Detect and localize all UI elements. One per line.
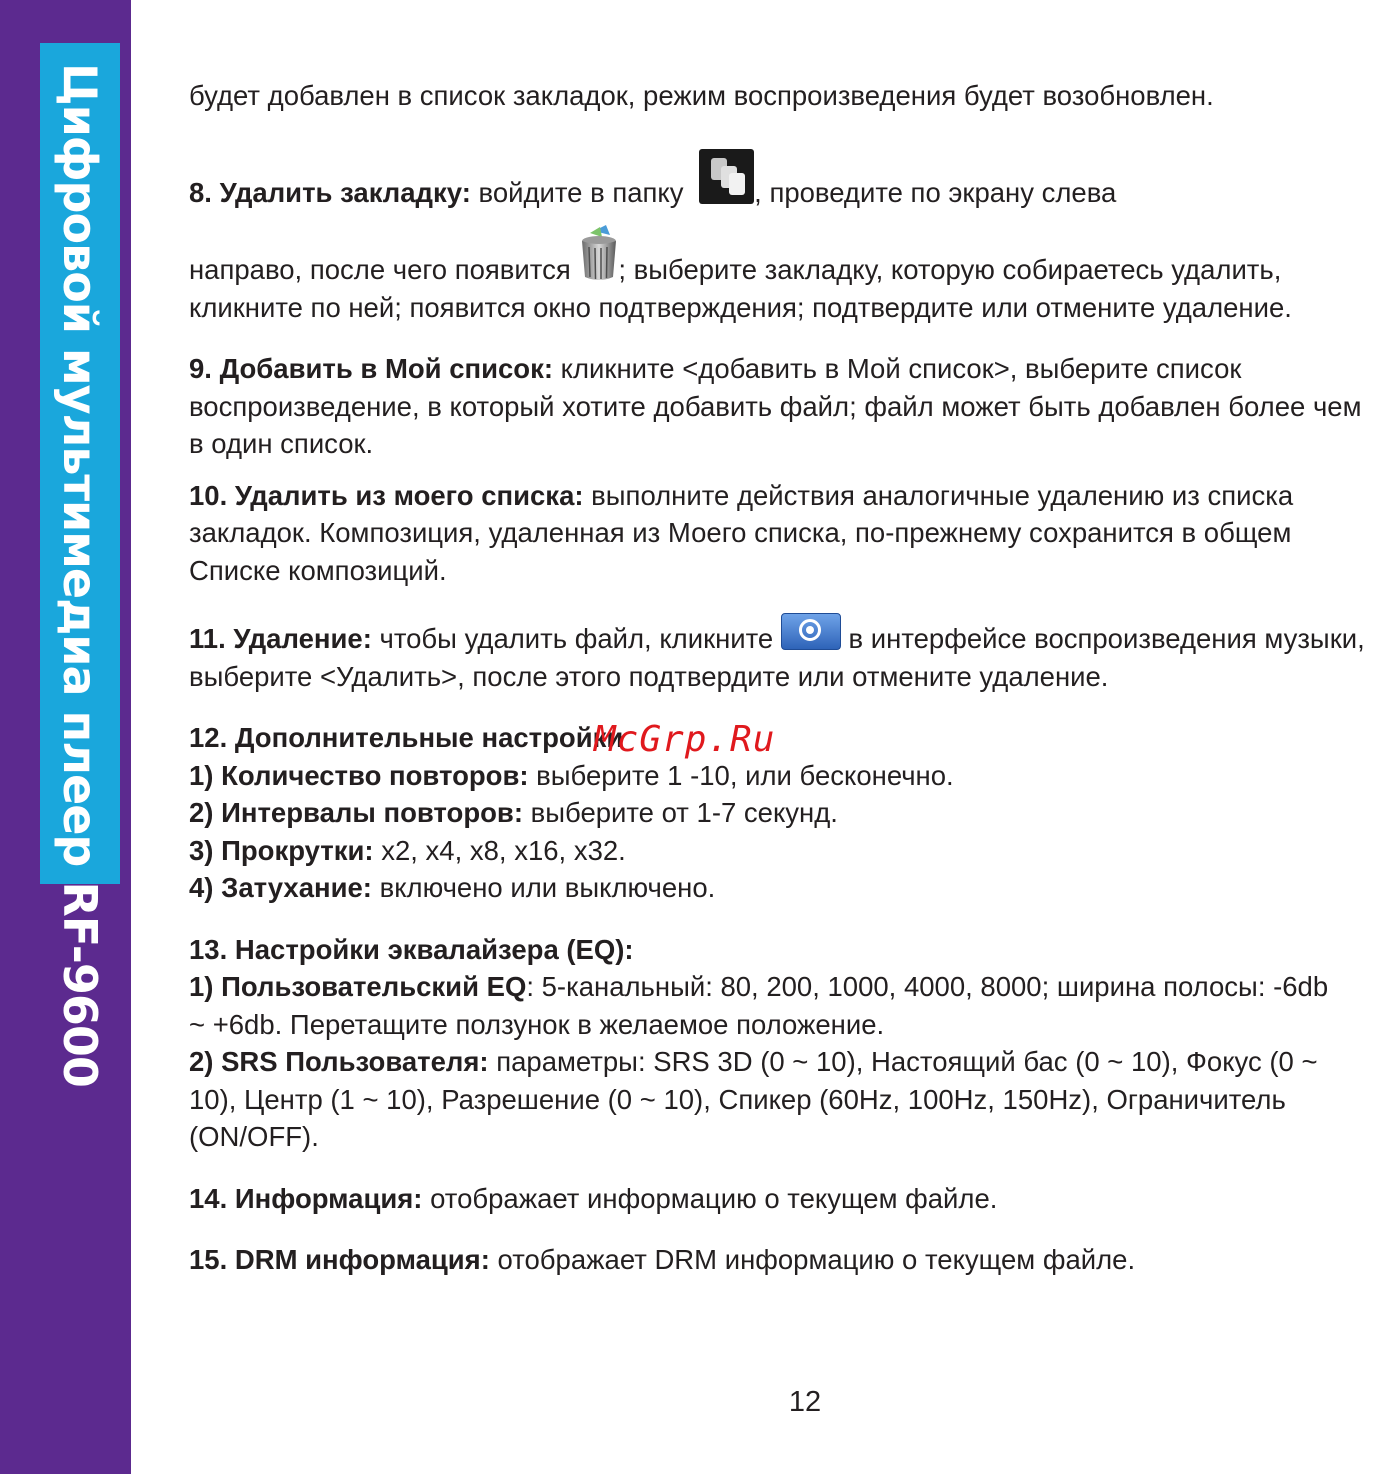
page-number: 12 — [788, 1386, 822, 1418]
section-15 — [189, 1241, 1369, 1279]
section-14-title: 14. Информация: — [189, 1182, 423, 1214]
section-8-text-b: , проведите по экрану слева — [754, 176, 1117, 208]
bookmark-folder-icon — [699, 149, 754, 204]
section-12-item — [189, 869, 1369, 907]
section-15-text: отображает DRM информацию о текущем файле. — [489, 1244, 1136, 1275]
section-15-title: 15. DRM информация: — [189, 1244, 490, 1275]
section-8-text-c: направо, после чего появится — [189, 254, 579, 285]
section-12-title — [189, 719, 1369, 757]
intro-paragraph: будет добавлен в список закладок, режим воспроизведения будет возобновлен. — [189, 80, 1214, 111]
item-label: 1) Количество повторов: — [189, 759, 529, 791]
section-11-text-a: чтобы удалить файл, кликните — [371, 623, 781, 654]
item-text: включено или выключено. — [371, 872, 716, 903]
section-10 — [189, 477, 1369, 590]
section-13-title — [189, 931, 1369, 969]
section-11-title: 11. Удаление: — [189, 623, 372, 654]
section-8-text: войдите в папку — [470, 176, 692, 208]
sidebar-title: Цифровой мультимедиа плеер RF-9600 — [53, 63, 107, 1087]
section-13-item — [189, 968, 1339, 1043]
section-14 — [189, 1180, 1369, 1218]
section-12-item — [189, 794, 1369, 832]
section-11 — [189, 613, 1369, 695]
watermark: McGrp.Ru — [594, 719, 776, 760]
item-text: x2, x4, x8, x16, x32. — [373, 834, 626, 866]
section-8-body — [189, 225, 1369, 326]
item-text: выберите от 1-7 секунд. — [522, 797, 838, 828]
section-9-text: кликните <добавить в Мой список>, выберите список воспроизведение, в который хотите добавить файл; файл может быть добавлен более чем в один список. — [189, 353, 1362, 459]
section-9-title: 9. Добавить в Мой список: — [189, 353, 554, 384]
section-12-item — [189, 757, 1369, 795]
section-14-text: отображает информацию о текущем файле. — [422, 1182, 998, 1214]
trash-icon — [580, 225, 618, 283]
section-13-item — [189, 1043, 1369, 1156]
item-text: : 5-канальный: 80, 200, 1000, 4000, 8000; ширина полосы: -6db ~ +6db. Перетащите ползунок в желаемое положение. — [189, 971, 1329, 1040]
section-8-title: 8. Удалить закладку: — [189, 176, 471, 208]
section-12-item — [189, 832, 1369, 870]
sidebar — [0, 0, 131, 1474]
section-10-text: выполните действия аналогичные удалению из списка закладок. Композиция, удаленная из Моего списка, по-прежнему сохранится в общем Списке композиций. — [189, 479, 1294, 586]
item-label: 1) Пользовательский EQ — [189, 971, 527, 1002]
section-8-line1 — [189, 149, 1369, 212]
section-9 — [189, 350, 1369, 463]
section-11-text-b: в интерфейсе воспроизведения музыки, выберите <Удалить>, после этого подтвердите или отмените удаление. — [189, 623, 1365, 692]
section-10-title: 10. Удалить из моего списка: — [189, 479, 584, 511]
section-13-heading: 13. Настройки эквалайзера (EQ): — [189, 933, 634, 965]
settings-icon — [781, 613, 841, 650]
item-label: 2) SRS Пользователя: — [189, 1046, 489, 1077]
section-8-text-d: ; выберите закладку, которую собираетесь удалить, кликните по ней; появится окно подтверждения; подтвердите или отмените удаление. — [189, 254, 1292, 323]
item-label: 2) Интервалы повторов: — [189, 797, 523, 828]
document-body — [189, 77, 1369, 1279]
item-label: 3) Прокрутки: — [189, 834, 374, 866]
item-text: выберите 1 -10, или бесконечно. — [528, 759, 954, 791]
section-12-heading: 12. Дополнительные настройки — [189, 722, 624, 753]
item-text: параметры: SRS 3D (0 ~ 10), Настоящий бас (0 ~ 10), Фокус (0 ~ 10), Центр (1 ~ 10), Разрешение (0 ~ 10), Спикер (60Hz, 100Hz, 150Hz), Ограничитель (ON/OFF). — [189, 1046, 1318, 1152]
item-label: 4) Затухание: — [189, 872, 372, 903]
